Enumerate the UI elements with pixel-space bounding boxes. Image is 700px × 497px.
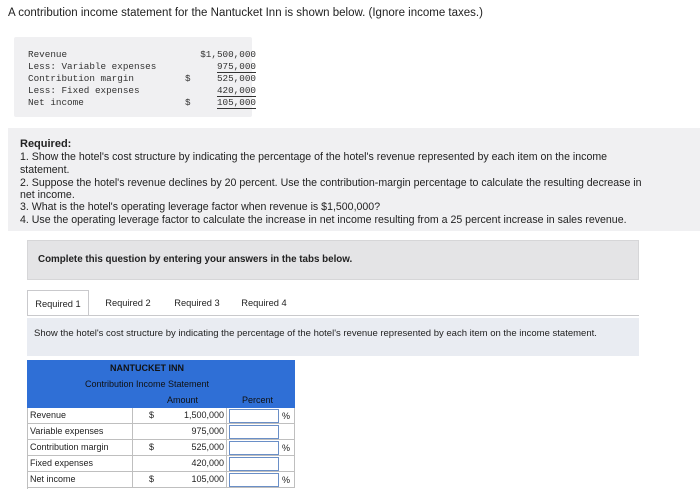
table-header (27, 360, 295, 408)
statement-label: Net income (28, 97, 84, 108)
required-line: 3. What is the hotel's operating leverage factor when revenue is $1,500,000? (20, 201, 381, 213)
tab-required-3[interactable]: Required 3 (174, 298, 220, 308)
statement-row (28, 85, 256, 97)
statement-amount: 105,000 (216, 97, 256, 108)
table-border (27, 408, 28, 489)
row-dollar: $ (133, 408, 179, 424)
row-amount: 1,500,000 (179, 408, 227, 424)
row-label: Net income (27, 472, 133, 488)
percent-cell (227, 424, 279, 440)
row-amount: 105,000 (179, 472, 227, 488)
complete-question-banner (27, 240, 639, 280)
statement-row (28, 61, 256, 73)
statement-label: Contribution margin (28, 73, 135, 84)
percent-input[interactable] (229, 425, 279, 439)
percent-input[interactable] (229, 457, 279, 471)
percent-symbol: % (279, 408, 295, 424)
percent-symbol: % (279, 440, 295, 456)
required-line: net income. (20, 189, 75, 201)
row-label: Fixed expenses (27, 456, 133, 472)
statement-row (28, 73, 256, 85)
percent-cell (227, 456, 279, 472)
column-amount: Amount (167, 395, 199, 405)
statement-dollar: $ (185, 73, 191, 84)
tabs-divider (27, 315, 639, 316)
row-amount: 975,000 (179, 424, 227, 440)
statement-amount: 420,000 (216, 85, 256, 96)
row-amount: 525,000 (179, 440, 227, 456)
required-line: statement. (20, 164, 70, 176)
table-row (27, 440, 295, 456)
tab-required-4[interactable]: Required 4 (241, 298, 287, 308)
row-dollar (133, 424, 179, 440)
requirements-box (8, 128, 700, 231)
required-title: Required: (20, 138, 72, 150)
statement-amount: 525,000 (216, 73, 256, 84)
instruction-banner (27, 318, 639, 356)
statement-label: Less: Variable expenses (28, 61, 157, 72)
percent-input[interactable] (229, 473, 279, 487)
percent-input[interactable] (229, 409, 279, 423)
table-row (27, 424, 295, 440)
row-dollar: $ (133, 472, 179, 488)
required-line: 2. Suppose the hotel's revenue declines by 20 percent. Use the contribution-margin percentage to calculate the resulting decrease in (20, 177, 642, 189)
row-label: Revenue (27, 408, 133, 424)
percent-cell (227, 408, 279, 424)
tab-required-1[interactable]: Required 1 (27, 290, 89, 316)
statement-amount: 975,000 (216, 61, 256, 72)
column-percent: Percent (242, 395, 274, 405)
table-company: NANTUCKET INN (110, 363, 184, 373)
tab-required-2[interactable]: Required 2 (105, 298, 151, 308)
statement-row (28, 97, 256, 109)
table-title: Contribution Income Statement (84, 379, 210, 389)
row-dollar (133, 456, 179, 472)
table-row (27, 472, 295, 488)
statement-amount: $1,500,000 (200, 49, 256, 60)
row-amount: 420,000 (179, 456, 227, 472)
row-label: Variable expenses (27, 424, 133, 440)
table-row (27, 456, 295, 472)
percent-symbol (279, 456, 295, 472)
statement-label: Revenue (28, 49, 68, 60)
percent-symbol (279, 424, 295, 440)
required-line: 4. Use the operating leverage factor to calculate the increase in net income resulting from a 25 percent increase in sales revenue. (20, 214, 627, 226)
statement-label: Less: Fixed expenses (28, 85, 140, 96)
statement-dollar: $ (185, 97, 191, 108)
problem-intro: A contribution income statement for the Nantucket Inn is shown below. (Ignore income taxes.) (8, 7, 483, 19)
complete-question-text: Complete this question by entering your answers in the tabs below. (38, 254, 353, 265)
instruction-text: Show the hotel's cost structure by indicating the percentage of the hotel's revenue represented by each item on the income statement. (34, 328, 597, 339)
percent-input[interactable] (229, 441, 279, 455)
table-row (27, 408, 295, 424)
percent-cell (227, 440, 279, 456)
percent-cell (227, 472, 279, 488)
row-dollar: $ (133, 440, 179, 456)
row-label: Contribution margin (27, 440, 133, 456)
percent-symbol: % (279, 472, 295, 488)
required-line: 1. Show the hotel's cost structure by indicating the percentage of the hotel's revenue represented by each item on the income (20, 151, 608, 163)
statement-row (28, 49, 256, 61)
